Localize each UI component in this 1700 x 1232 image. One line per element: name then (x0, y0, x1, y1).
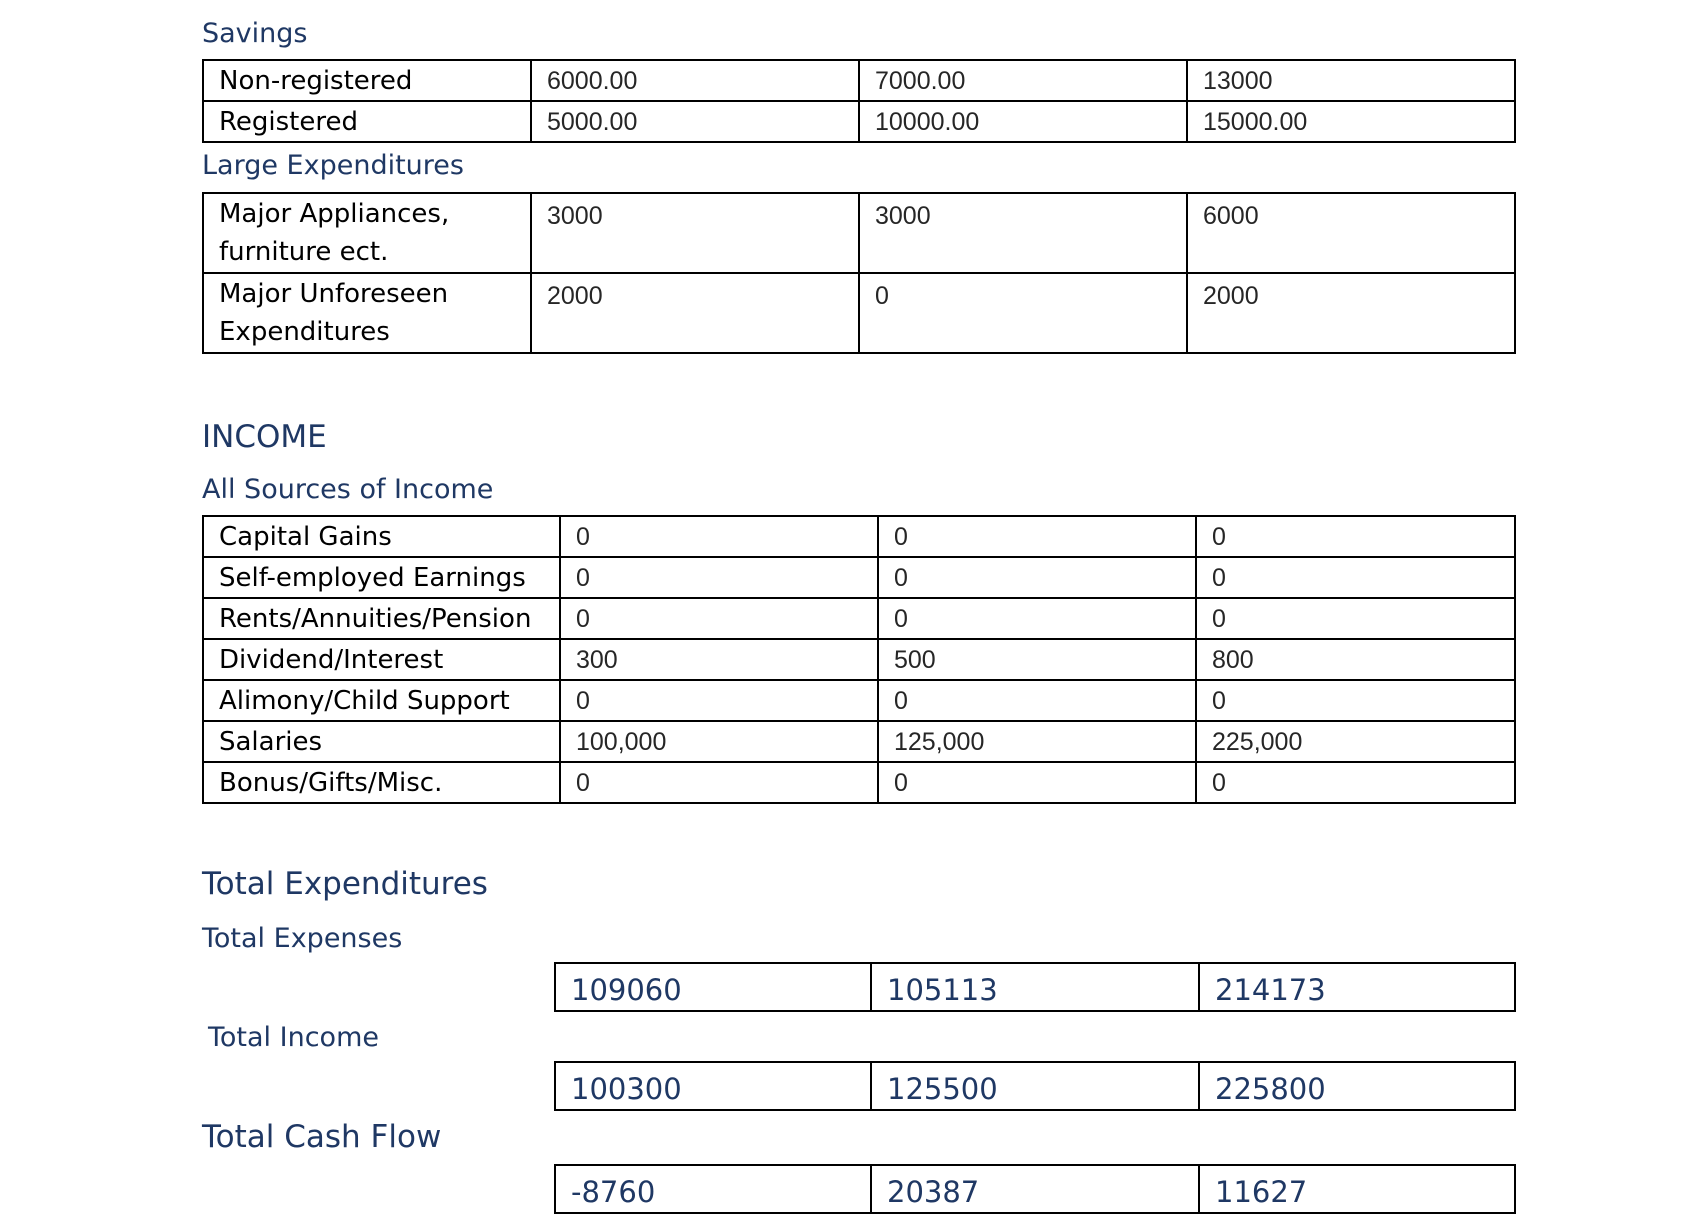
total-expenses-label: Total Expenses (202, 923, 403, 954)
table-cell: 800 (1196, 639, 1515, 680)
large-expenditures-heading: Large Expenditures (202, 150, 464, 181)
row-label: Rents/Annuities/Pension (203, 598, 560, 639)
table-cell: 2000 (1187, 273, 1515, 353)
table-cell: -8760 (555, 1165, 871, 1213)
table-cell: 7000.00 (859, 60, 1187, 101)
total-income-label: Total Income (208, 1022, 379, 1053)
row-label: Capital Gains (203, 516, 560, 557)
table-row (203, 639, 1515, 680)
large-expenditures-table (202, 192, 1516, 354)
total-cash-flow-label: Total Cash Flow (202, 1119, 442, 1155)
total-income-table (554, 1061, 1516, 1111)
table-cell: 0 (859, 273, 1187, 353)
table-cell: 0 (1196, 598, 1515, 639)
table-cell: 0 (878, 516, 1196, 557)
income-heading: INCOME (202, 419, 327, 455)
table-cell: 0 (560, 680, 878, 721)
row-label: Salaries (203, 721, 560, 762)
table-cell: 3000 (859, 193, 1187, 273)
table-cell: 0 (560, 516, 878, 557)
table-cell: 125,000 (878, 721, 1196, 762)
table-cell: 20387 (871, 1165, 1199, 1213)
row-label: Alimony/Child Support (203, 680, 560, 721)
row-label-line: Major Unforeseen (219, 279, 449, 309)
row-label: Bonus/Gifts/Misc. (203, 762, 560, 803)
income-table (202, 515, 1516, 804)
total-cash-flow-table (554, 1164, 1516, 1214)
savings-heading: Savings (202, 18, 308, 49)
table-row (555, 1165, 1515, 1213)
table-cell: 0 (1196, 516, 1515, 557)
table-cell: 6000.00 (531, 60, 859, 101)
table-cell: 13000 (1187, 60, 1515, 101)
table-cell: 6000 (1187, 193, 1515, 273)
table-row (203, 273, 1515, 353)
table-cell: 500 (878, 639, 1196, 680)
table-cell: 0 (878, 557, 1196, 598)
table-row (203, 557, 1515, 598)
table-row (555, 1062, 1515, 1110)
table-cell: 2000 (531, 273, 859, 353)
row-label-line: furniture ect. (219, 237, 389, 267)
table-cell: 5000.00 (531, 101, 859, 142)
table-cell: 3000 (531, 193, 859, 273)
total-expenditures-heading: Total Expenditures (202, 866, 488, 902)
table-cell: 0 (878, 680, 1196, 721)
row-label-line: Major Appliances, (219, 199, 450, 229)
table-cell: 0 (1196, 557, 1515, 598)
table-cell: 10000.00 (859, 101, 1187, 142)
table-row (203, 680, 1515, 721)
table-cell: 0 (560, 762, 878, 803)
table-cell: 11627 (1199, 1165, 1515, 1213)
row-label: Dividend/Interest (203, 639, 560, 680)
table-cell: 100,000 (560, 721, 878, 762)
table-cell: 0 (1196, 762, 1515, 803)
table-cell: 15000.00 (1187, 101, 1515, 142)
table-row (203, 598, 1515, 639)
table-cell: 300 (560, 639, 878, 680)
row-label-line: Expenditures (219, 317, 390, 347)
table-cell: 0 (560, 557, 878, 598)
table-cell: 125500 (871, 1062, 1199, 1110)
table-cell: 0 (878, 598, 1196, 639)
table-row (203, 101, 1515, 142)
table-cell: 100300 (555, 1062, 871, 1110)
table-cell: 0 (878, 762, 1196, 803)
total-expenses-table (554, 962, 1516, 1012)
table-cell: 105113 (871, 963, 1199, 1011)
savings-table (202, 59, 1516, 143)
income-subheading: All Sources of Income (202, 474, 494, 505)
row-label (203, 273, 531, 353)
table-cell: 225,000 (1196, 721, 1515, 762)
table-row (203, 193, 1515, 273)
row-label (203, 193, 531, 273)
table-row (203, 516, 1515, 557)
row-label: Non-registered (203, 60, 531, 101)
table-cell: 225800 (1199, 1062, 1515, 1110)
table-cell: 0 (1196, 680, 1515, 721)
row-label: Self-employed Earnings (203, 557, 560, 598)
table-row (203, 721, 1515, 762)
table-cell: 109060 (555, 963, 871, 1011)
table-cell: 0 (560, 598, 878, 639)
table-row (555, 963, 1515, 1011)
row-label: Registered (203, 101, 531, 142)
table-cell: 214173 (1199, 963, 1515, 1011)
table-row (203, 60, 1515, 101)
table-row (203, 762, 1515, 803)
